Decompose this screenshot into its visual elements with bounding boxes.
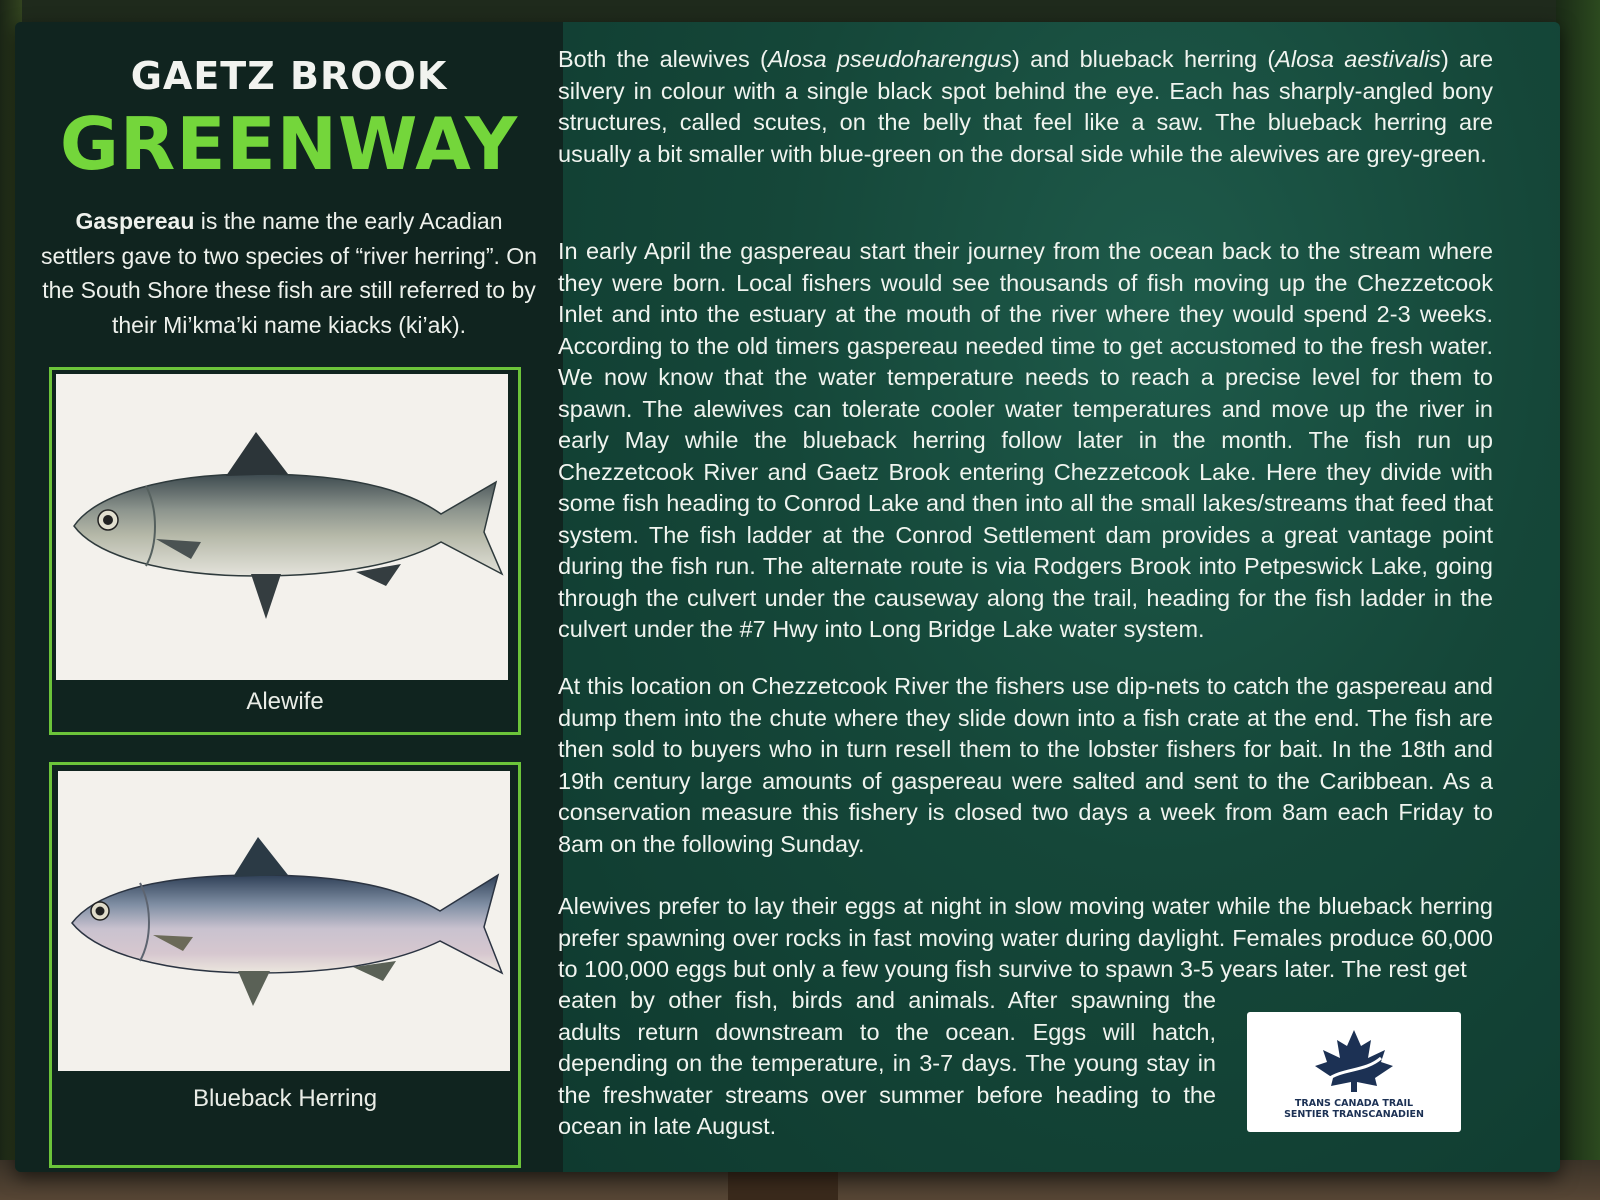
logo-line-english: TRANS CANADA TRAIL [1294,1098,1414,1109]
paragraph-spawning-wide: Alewives prefer to lay their eggs at night in slow moving water while the blueback herring prefer spawning over rocks in fast moving water during daylight. Females produce 60,000 to 100,000 eggs but only a few young fish survive to spawn 3-5 years later. The rest get [558,893,1493,982]
paragraph-spawning-narrow: eaten by other fish, birds and animals. After spawning the adults return downstream to the ocean. Eggs will hatch, depending on the temperature, in 3-7 days. The young stay in the freshwater streams over summer before heading to the ocean in late August. [558,987,1216,1139]
foliage-right [1556,0,1600,1200]
alewife-caption: Alewife [246,688,324,715]
p1-species-alewife: Alosa pseudoharengus [767,46,1012,72]
p1-part-a: Both the alewives ( [558,46,768,72]
left-panel [15,22,563,1172]
alewife-card [49,367,521,735]
blueback-herring-fish-image [58,771,510,1071]
paragraph-fishery: At this location on Chezzetcook River the fishers use dip-nets to catch the gaspereau and dump them into the chute where they slide down into a fish crate at the end. The fish are then sold to buyers who in turn resell them to the lobster fishers for bait. In the 18th and 19th century large amounts of gaspereau were salted and sent to the Caribbean. As a conservation measure this fishery is closed two days a week from 8am each Friday to 8am on the following Sunday. [558,673,1493,857]
logo-line-french: SENTIER TRANSCANADIEN [1284,1109,1424,1120]
alewife-fish-image [56,374,508,680]
intro-bold-term: Gaspereau [75,208,195,234]
intro-text [40,204,538,342]
blueback-herring-card [49,762,521,1168]
paragraph-appearance [558,44,1493,170]
maple-leaf-icon [1313,1028,1395,1094]
trans-canada-trail-logo [1247,1012,1461,1132]
intro-rest: is the name the early Acadian settlers gave to two species of “river herring”. On the South Shore these fish are still referred to by their Mi’kma’ki name kiacks (ki’ak). [41,208,537,338]
blueback-illustration [58,771,510,1071]
logo-text [1247,1098,1461,1120]
sign-title-main: GREENWAY [59,102,519,186]
paragraph-migration: In early April the gaspereau start their journey from the ocean back to the stream where they were born. Local fishers would see thousands of fish moving up the Chezzetcook Inlet and into the estuary at the mouth of the river where they would spend 2-3 weeks. According to the old timers gaspereau needed time to get accustomed to the fresh water. We now know that the water temperature needs to reach a precise level for them to spawn. The alewives can tolerate cooler water temperatures and move up the river in early May while the blueback herring follow later in the month. The fish run up Chezzetcook River and Gaetz Brook entering Chezzetcook Lake. Here they divide with some fish heading to Conrod Lake and then into all the small lakes/streams that feed that system. The fish ladder at the Conrod Settlement dam provides a great vantage point during the fish run. The alternate route is via Rodgers Brook into Petpeswick Lake, going through the culvert under the causeway along the trail, heading for the fish ladder in the culvert under the #7 Hwy into Long Bridge Lake water system. [558,238,1493,642]
alewife-illustration [56,374,508,680]
p1-species-blueback: Alosa aestivalis [1275,46,1441,72]
blueback-herring-caption: Blueback Herring [192,1085,378,1112]
p1-part-c: ) are silvery in colour with a single black spot behind the eye. Each has sharply-angled bony structures, called scutes, on the belly that feel like a saw. The blueback herring are usually a bit smaller with blue-green on the dorsal side while the alewives are grey-green. [558,46,1494,167]
p1-part-b: ) and blueback herring ( [1011,46,1276,72]
sign-title-top: GAETZ BROOK [130,54,448,98]
